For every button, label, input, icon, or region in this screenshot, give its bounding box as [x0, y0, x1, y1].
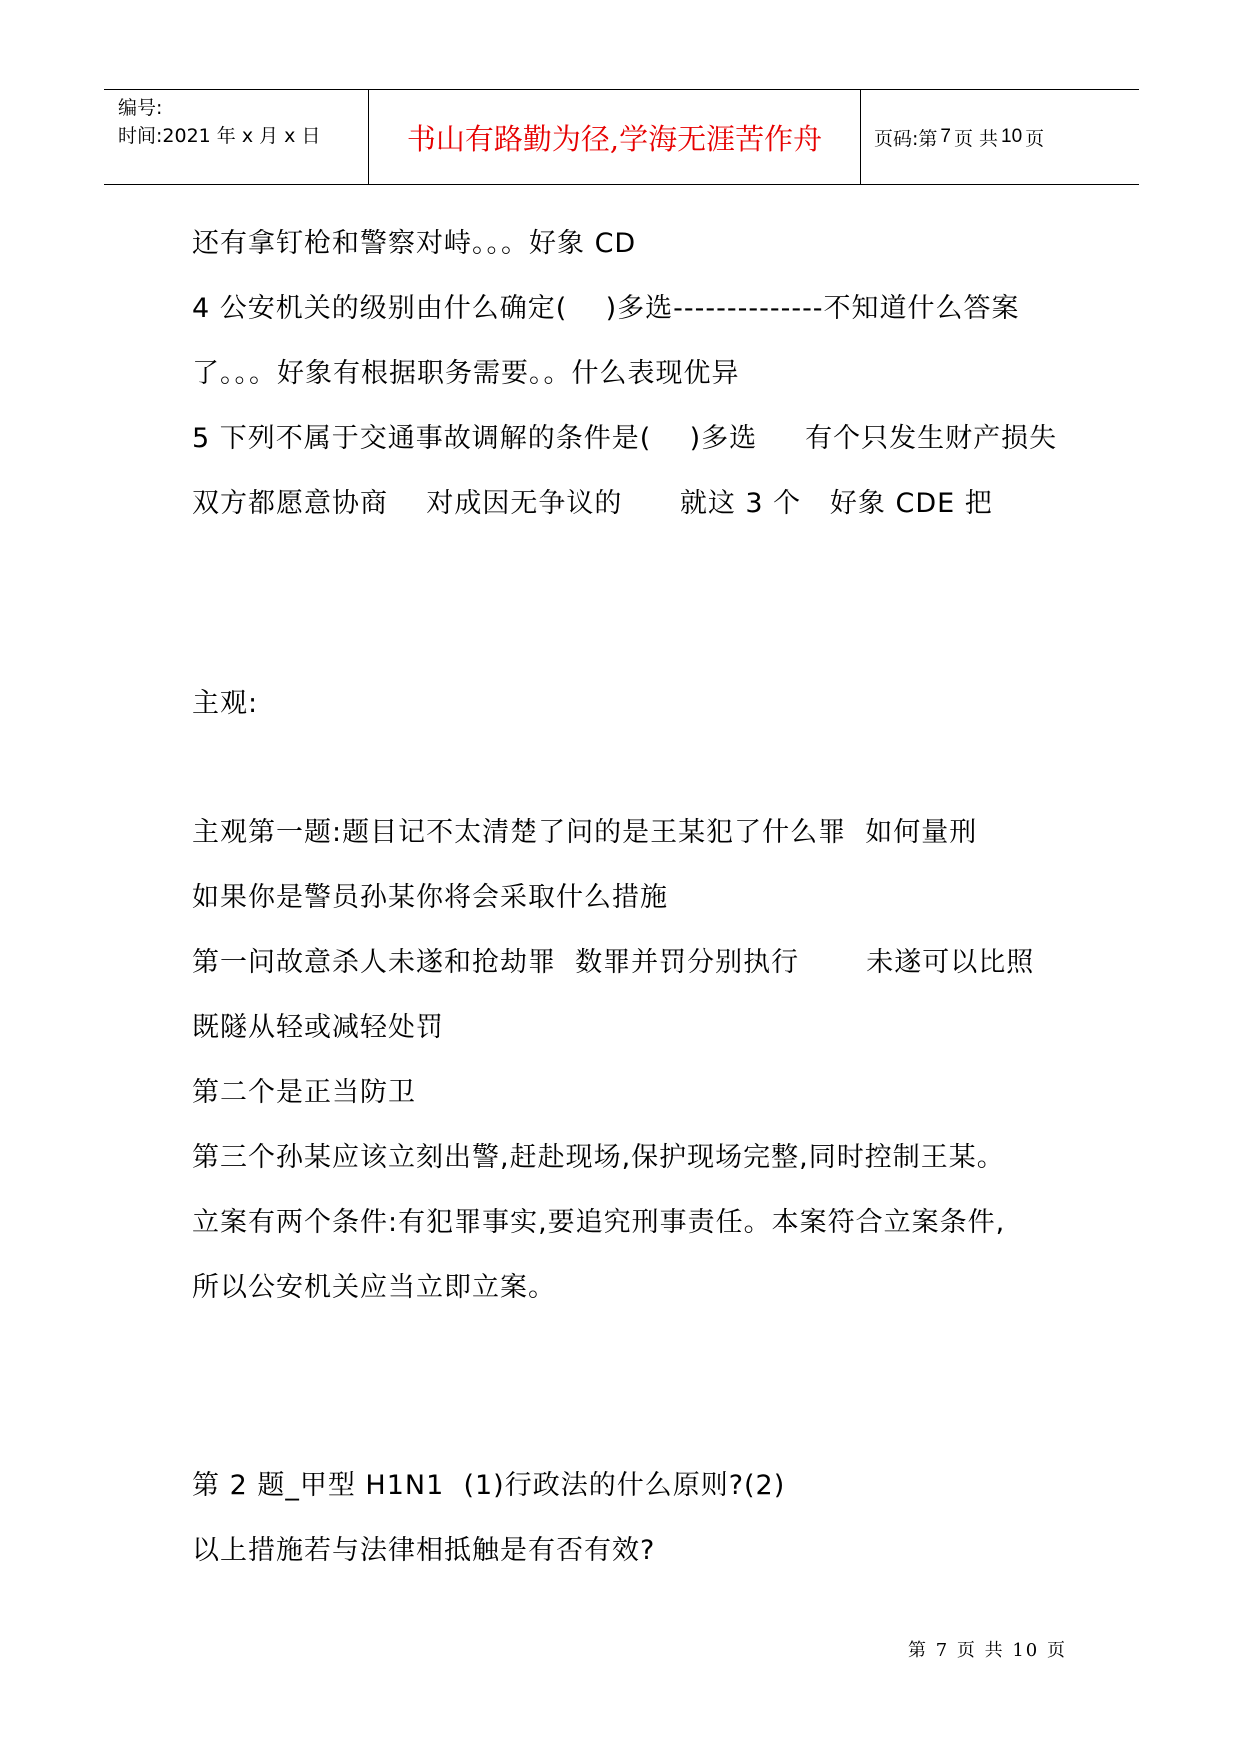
body-line: 所以公安机关应当立即立案。: [192, 1272, 556, 1303]
time-label: 时间:2021 年 x 月 x 日: [118, 125, 321, 147]
body-line: 了。。。好象有根据职务需要。。什么表现优异: [192, 358, 740, 389]
body-line: 第三个孙某应该立刻出警,赶赴现场,保护现场完整,同时控制王某。: [192, 1142, 1005, 1173]
header-meta: [118, 94, 368, 150]
page-prefix: 页码:第: [874, 127, 938, 150]
body-line: 5 下列不属于交通事故调解的条件是( )多选 有个只发生财产损失: [192, 423, 1058, 454]
body-line: 第 2 题_甲型 H1N1 (1)行政法的什么原则?(2): [192, 1470, 786, 1501]
body-line: 如果你是警员孙某你将会采取什么措施: [192, 882, 668, 913]
body-line: 既隧从轻或减轻处罚: [192, 1012, 444, 1043]
body-line: 主观第一题:题目记不太清楚了问的是王某犯了什么罪 如何量刑: [192, 817, 978, 848]
number-label: 编号:: [118, 97, 163, 119]
header-motto: 书山有路勤为径,学海无涯苦作舟: [406, 121, 823, 156]
body-line: 还有拿钉枪和警察对峙。。。好象 CD: [192, 228, 637, 259]
page-total: 10: [1001, 126, 1023, 147]
header-divider: [860, 90, 861, 184]
section-heading: 主观:: [192, 688, 259, 719]
body-line: 立案有两个条件:有犯罪事实,要追究刑事责任。本案符合立案条件,: [192, 1207, 1006, 1238]
header-page-number: [874, 90, 1044, 184]
page-suffix: 页: [1025, 127, 1045, 150]
body-line: 第二个是正当防卫: [192, 1077, 416, 1108]
body-line: 双方都愿意协商 对成因无争议的 就这 3 个 好象 CDE 把: [192, 488, 993, 519]
page-header: [104, 89, 1139, 185]
page-mid: 页 共: [953, 127, 999, 150]
body-line: 以上措施若与法律相抵触是有否有效?: [192, 1535, 656, 1566]
page-footer: 第 7 页 共 10 页: [908, 1640, 1067, 1661]
page-current: 7: [940, 126, 951, 147]
body-line: 4 公安机关的级别由什么确定( )多选--------------不知道什么答案: [192, 293, 1020, 324]
body-line: 第一问故意杀人未遂和抢劫罪 数罪并罚分别执行 未遂可以比照: [192, 947, 1035, 978]
